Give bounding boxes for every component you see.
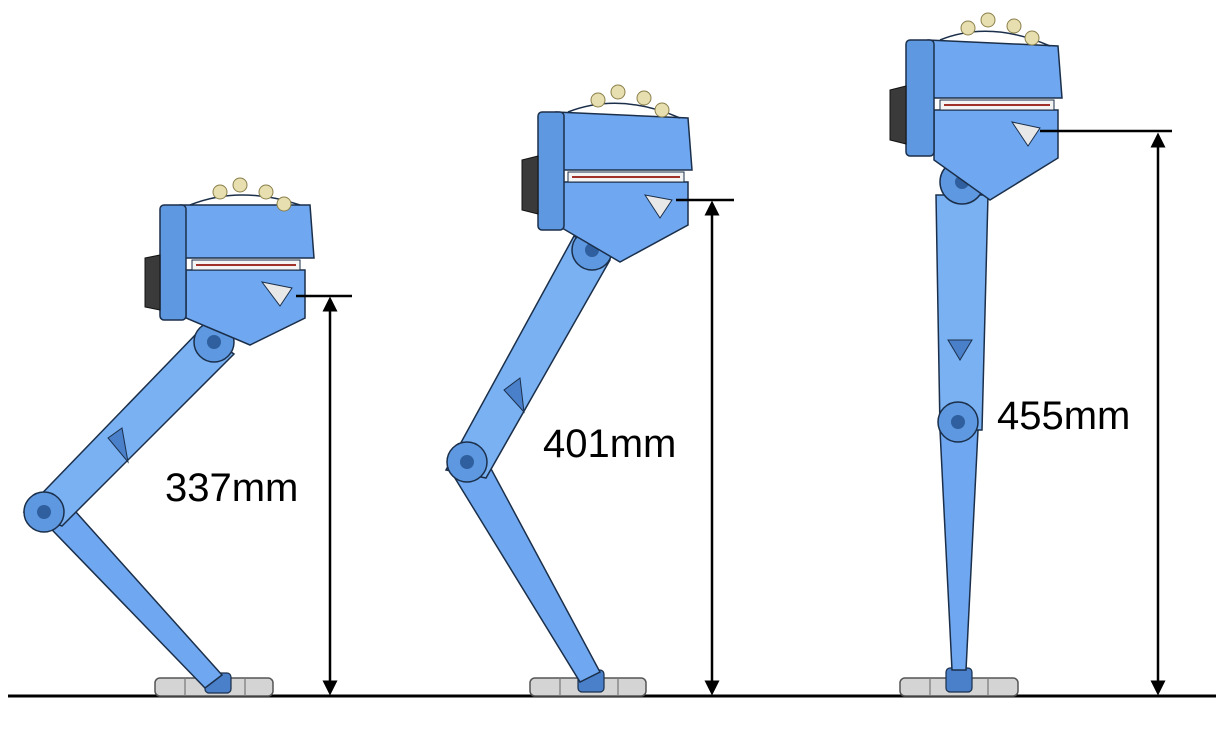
dimension-mid [676,200,734,688]
robot-standing-side-plate [906,40,934,156]
robot-standing [890,13,1062,696]
robot-crouched-side-plate [160,205,186,320]
height-label-crouched: 337mm [165,466,299,510]
dimension-crouched [296,296,352,688]
robot-standing-shin [940,430,978,670]
robot-mid [446,85,692,696]
robot-mid-knobs [591,85,669,117]
robot-standing-upper-body [928,40,1062,98]
robot-mid-motor [522,156,538,214]
robot-standing-thigh [936,195,988,430]
robot-standing-motor [890,86,906,144]
robot-standing-foot [900,668,1018,696]
robot-mid-side-plate [538,112,564,230]
robot-crouched [24,178,314,696]
robot-standing-knobs [961,13,1039,45]
robot-crouched-motor [145,255,160,310]
robot-mid-shin [450,452,600,682]
height-label-standing: 455mm [997,394,1131,438]
robot-mid-upper-body [556,112,692,170]
height-label-mid: 401mm [543,422,677,466]
robot-crouched-upper-body [180,205,314,258]
